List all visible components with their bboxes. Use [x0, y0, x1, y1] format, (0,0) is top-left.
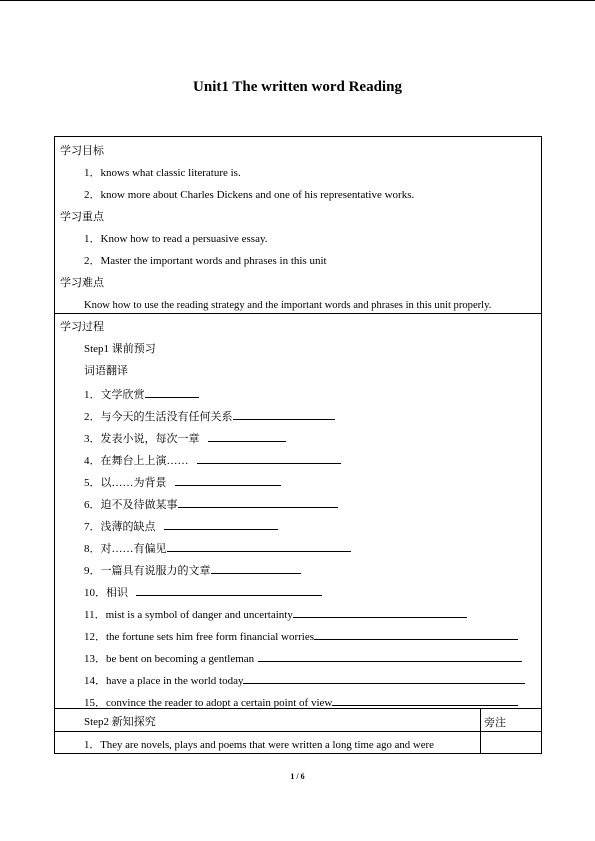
process-heading: 学习过程 [60, 321, 104, 333]
difficulties-text: Know how to use the reading strategy and the important words and phrases in this unit properly. [84, 300, 492, 311]
answer-blank[interactable] [332, 694, 518, 706]
vocab-item: 15．convince the reader to adopt a certain point of view [84, 694, 518, 710]
answer-blank[interactable] [164, 518, 278, 530]
objectives-box [54, 136, 542, 314]
step1-label: Step1 课前预习 [84, 343, 156, 355]
answer-blank[interactable] [145, 386, 199, 398]
vocab-item: 3．发表小说，每次一章 [84, 430, 286, 446]
vocab-item: 13．be bent on becoming a gentleman [84, 650, 522, 666]
key-point-item: 1．Know how to read a persuasive essay. [84, 233, 268, 245]
vocab-item: 7．浅薄的缺点 [84, 518, 278, 534]
key-points-heading: 学习重点 [60, 211, 104, 223]
objective-item: 2．know more about Charles Dickens and one of his representative works. [84, 189, 415, 201]
answer-blank[interactable] [293, 606, 467, 618]
page-number: 1 / 6 [290, 772, 305, 781]
vocab-item: 9．一篇具有说服力的文章 [84, 562, 301, 578]
answer-blank[interactable] [314, 628, 518, 640]
top-rule [0, 0, 595, 1]
answer-blank[interactable] [178, 496, 338, 508]
key-point-item: 2．Master the important words and phrases in this unit [84, 255, 327, 267]
difficulties-heading: 学习难点 [60, 277, 104, 289]
vocab-subheading: 词语翻译 [84, 365, 128, 377]
objectives-heading: 学习目标 [60, 145, 104, 157]
vocab-item: 1．文学欣赏 [84, 386, 199, 402]
answer-blank[interactable] [233, 408, 335, 420]
side-note-label: 旁注 [484, 717, 506, 729]
answer-blank[interactable] [211, 562, 301, 574]
step2-row-divider [54, 731, 542, 732]
vocab-item: 8．对……有偏见 [84, 540, 351, 556]
vocab-item: 10．相识 [84, 584, 322, 600]
answer-blank[interactable] [197, 452, 341, 464]
answer-blank[interactable] [243, 672, 525, 684]
vocab-item: 5．以……为背景 [84, 474, 281, 490]
step2-item: 1．They are novels, plays and poems that were written a long time ago and were [84, 739, 434, 751]
vocab-item: 11．mist is a symbol of danger and uncertainty [84, 606, 467, 622]
vocab-item: 4．在舞台上上演…… [84, 452, 341, 468]
objective-item: 1．knows what classic literature is. [84, 167, 241, 179]
vocab-item: 6．迫不及待做某事 [84, 496, 338, 512]
answer-blank[interactable] [136, 584, 322, 596]
vocab-item: 2．与今天的生活没有任何关系 [84, 408, 335, 424]
answer-blank[interactable] [208, 430, 286, 442]
answer-blank[interactable] [175, 474, 281, 486]
vocab-item: 12．the fortune sets him free form financial worries [84, 628, 518, 644]
page-title: Unit1 The written word Reading [193, 79, 402, 95]
step2-label: Step2 新知探究 [84, 716, 156, 728]
vocab-item: 14．have a place in the world today [84, 672, 525, 688]
answer-blank[interactable] [167, 540, 351, 552]
answer-blank[interactable] [258, 650, 522, 662]
